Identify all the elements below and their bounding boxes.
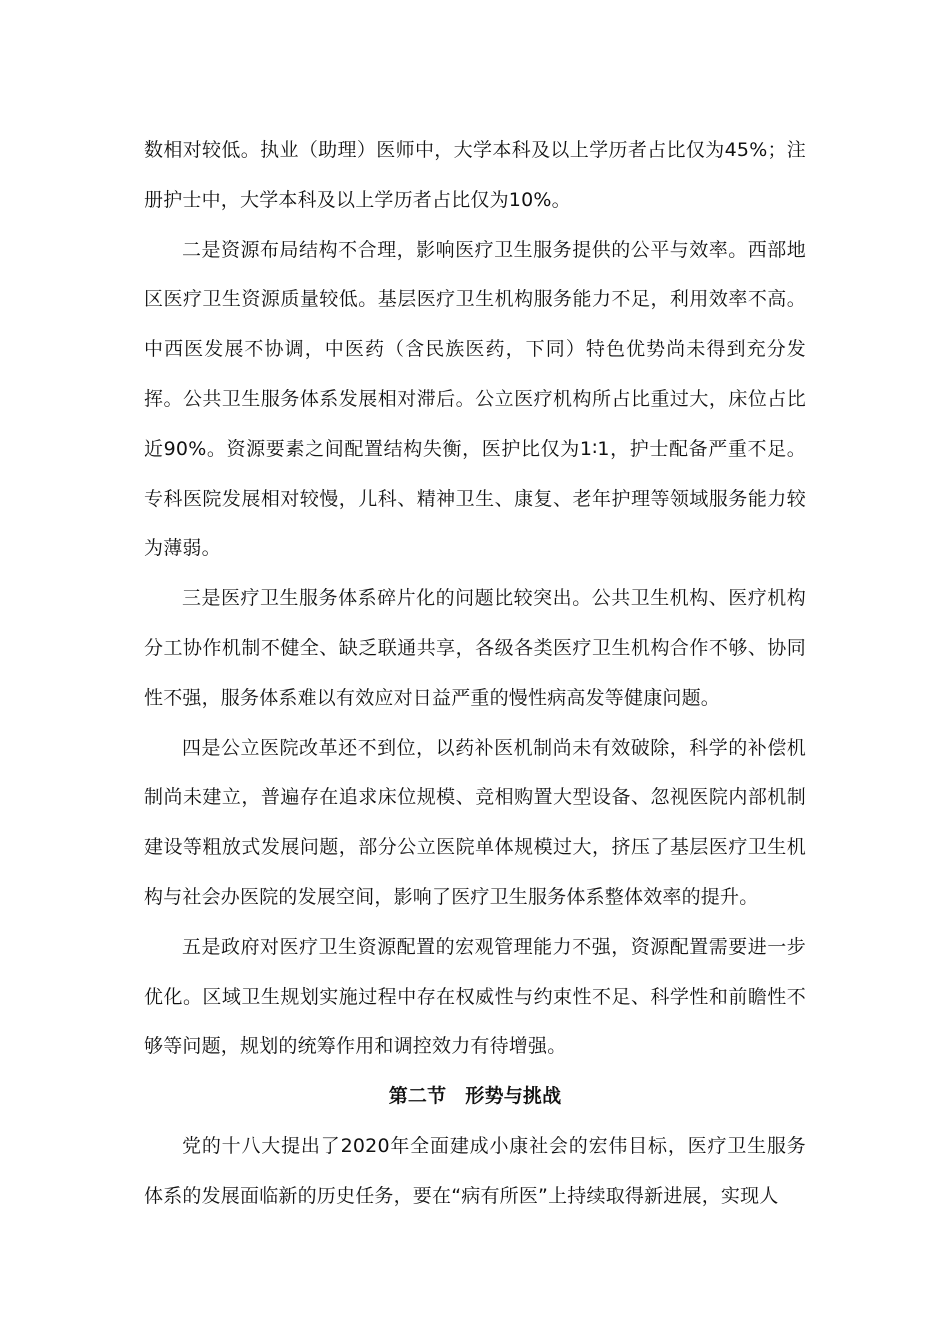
section-number: 第二节 xyxy=(388,1085,447,1108)
paragraph-situation-challenge: 党的十八大提出了2020年全面建成小康社会的宏伟目标，医疗卫生服务体系的发展面临新的历史任务，要在“病有所医”上持续取得新进展，实现人 xyxy=(144,1134,806,1207)
section-heading xyxy=(144,1072,806,1122)
document-body xyxy=(144,126,806,1222)
paragraph-doctor-education: 数相对较低。执业（助理）医师中，大学本科及以上学历者占比仅为45%；注册护士中，大学本科及以上学历者占比仅为10%。 xyxy=(144,139,806,211)
paragraph-government-management: 五是政府对医疗卫生资源配置的宏观管理能力不强，资源配置需要进一步优化。区域卫生规划实施过程中存在权威性与约束性不足、科学性和前瞻性不够等问题，规划的统筹作用和调控效力有待增强。 xyxy=(144,935,806,1058)
paragraph-hospital-reform: 四是公立医院改革还不到位，以药补医机制尚未有效破除，科学的补偿机制尚未建立，普遍存在追求床位规模、竞相购置大型设备、忽视医院内部机制建设等粗放式发展问题，部分公立医院单体规模过大，挤压了基层医疗卫生机构与社会办医院的发展空间，影响了医疗卫生服务体系整体效率的提升。 xyxy=(144,736,806,908)
paragraph-resource-layout: 二是资源布局结构不合理，影响医疗卫生服务提供的公平与效率。西部地区医疗卫生资源质量较低。基层医疗卫生机构服务能力不足，利用效率不高。中西医发展不协调，中医药（含民族医药，下同）特色优势尚未得到充分发挥。公共卫生服务体系发展相对滞后。公立医疗机构所占比重过大，床位占比近90%。资源要素之间配置结构失衡，医护比仅为1∶1，护士配备严重不足。专科医院发展相对较慢，儿科、精神卫生、康复、老年护理等领域服务能力较为薄弱。 xyxy=(144,238,806,560)
section-title: 形势与挑战 xyxy=(465,1085,562,1108)
paragraph-fragmentation: 三是医疗卫生服务体系碎片化的问题比较突出。公共卫生机构、医疗机构分工协作机制不健全、缺乏联通共享，各级各类医疗卫生机构合作不够、协同性不强，服务体系难以有效应对日益严重的慢性病高发等健康问题。 xyxy=(144,587,806,709)
